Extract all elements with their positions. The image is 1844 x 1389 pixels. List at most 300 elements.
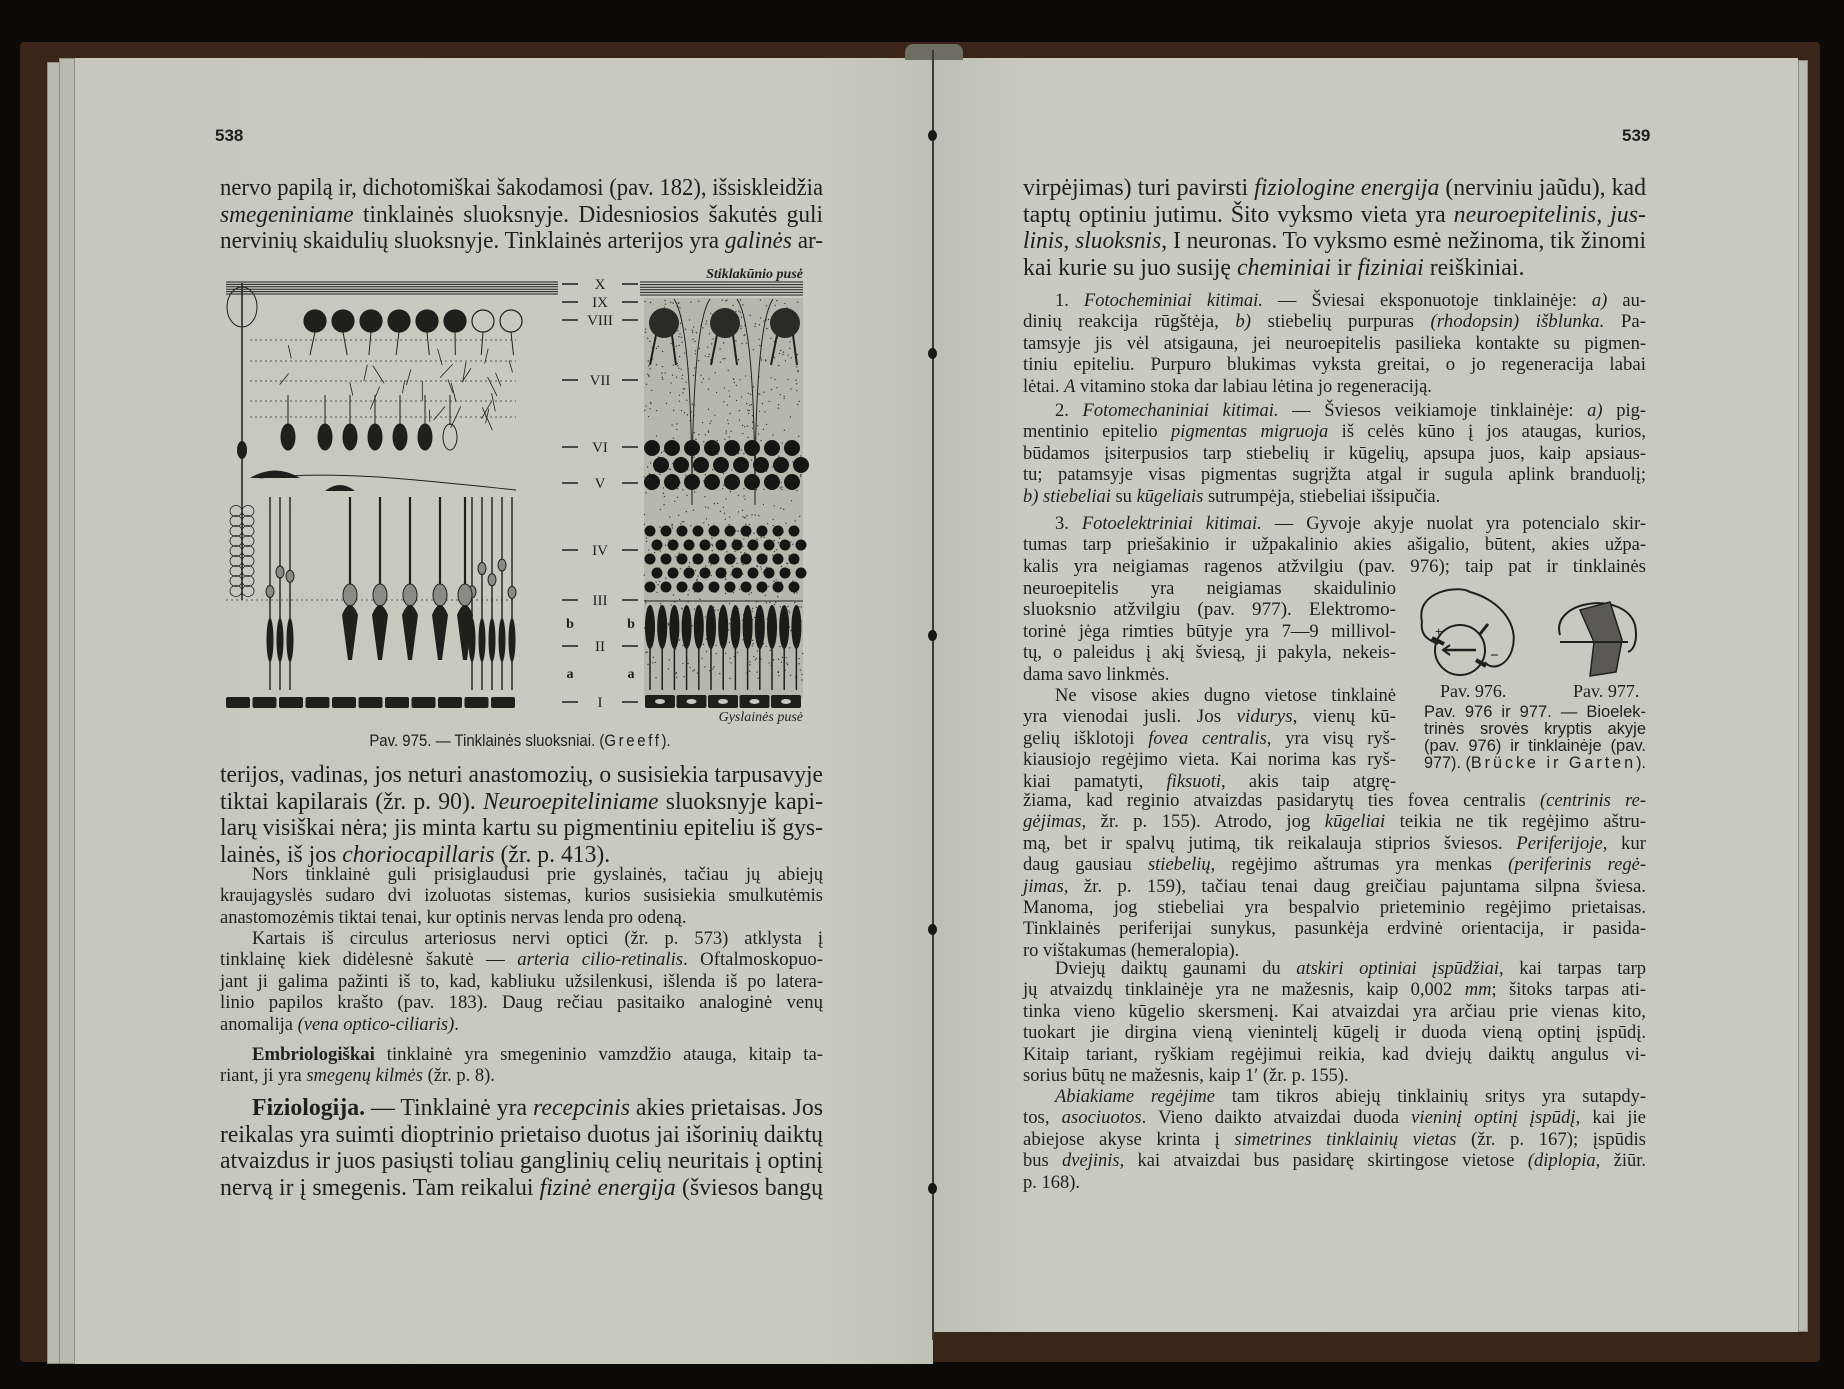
text-segment: , kai atvaizdai bus pasidarę skirtingose vietose	[1119, 1151, 1528, 1172]
stipple-dot	[712, 545, 713, 546]
minus-sign: −	[1490, 648, 1499, 664]
paragraph	[1023, 959, 1646, 1087]
stipple-dot	[749, 524, 750, 525]
italic-text: simetrines tinklainių vietas	[1234, 1129, 1457, 1150]
stipple-dot	[783, 398, 784, 399]
text-segment: tinka vieno kūgelio skersmenį. Kai atvaizdai yra arčiau prie vienas kito,	[1023, 1001, 1646, 1022]
stipple-dot	[692, 332, 693, 333]
outer-nuclear-cell	[230, 506, 242, 517]
stipple-dot	[738, 495, 739, 496]
stipple-dot	[723, 485, 724, 486]
text-segment: trinės srovės kryptis akyje	[1424, 720, 1646, 738]
stipple-dot	[794, 592, 795, 593]
stipple-dot	[668, 668, 669, 669]
stipple-dot	[720, 362, 721, 363]
pigment-epithelium-cell	[226, 697, 250, 708]
rod-outer-segment	[479, 618, 486, 662]
stipple-dot	[738, 511, 739, 512]
stipple-dot	[671, 424, 672, 425]
text-segment: , kai tarpas tarp	[1499, 959, 1646, 979]
italic-text: cheminiai	[1236, 254, 1331, 281]
page-stack-edge	[59, 58, 75, 1364]
stipple-dot	[690, 301, 691, 302]
text-segment: tinklainė yra smegeninio vamzdžio atauga, kitaip ta-	[374, 1045, 823, 1065]
stipple-dot	[772, 519, 773, 520]
stipple-dot	[679, 599, 680, 600]
stipple-dot	[783, 509, 784, 510]
stipple-dot	[754, 326, 755, 327]
paragraph	[1023, 175, 1646, 281]
stipple-dot	[761, 568, 762, 569]
italic-text: fiksuoti	[1166, 771, 1222, 792]
stipple-dot	[668, 623, 669, 624]
stipple-dot	[698, 300, 699, 301]
stipple-dot	[767, 523, 768, 524]
stipple-dot	[655, 662, 656, 663]
text-segment: Ne visose akies dugno vietose tinklainė	[1055, 686, 1396, 706]
dendrite-branch	[488, 377, 497, 396]
stipple-dot	[644, 301, 645, 302]
text-line	[1023, 175, 1646, 202]
stipple-dot	[787, 664, 788, 665]
text-line	[1023, 487, 1646, 508]
stipple-dot	[776, 387, 777, 388]
text-line	[220, 950, 823, 971]
stipple-dot	[678, 368, 679, 369]
stipple-dot	[655, 677, 656, 678]
stipple-dot	[693, 326, 694, 327]
cone-nucleus	[373, 584, 387, 606]
pigment-epithelium-cell	[385, 697, 409, 708]
stipple-dot	[795, 380, 796, 381]
stipple-dot	[644, 410, 645, 411]
stipple-dot	[729, 658, 730, 659]
stipple-dot	[763, 489, 764, 490]
stipple-dot	[669, 516, 670, 517]
binding-stitch	[928, 130, 937, 141]
rod-nucleus	[488, 574, 496, 586]
text-segment: tų, o paleidus į akį šviesą, ji pakyla, nekeis-	[1023, 643, 1396, 664]
stipple-dot	[711, 575, 712, 576]
stipple-dot	[695, 439, 696, 440]
italic-text: Fotocheminiai kitimai.	[1083, 291, 1263, 311]
stipple-dot	[693, 375, 694, 376]
stipple-dot	[672, 302, 673, 303]
retina-current-diagram	[1559, 602, 1636, 676]
stipple-dot	[694, 491, 695, 492]
stipple-dot	[679, 345, 680, 346]
stipple-dot	[744, 517, 745, 518]
stipple-dot	[649, 368, 650, 369]
inner-nuclear-cell	[753, 457, 769, 473]
dendrite-branch	[438, 349, 443, 366]
stipple-dot	[752, 643, 753, 644]
stipple-dot	[663, 504, 664, 505]
stipple-dot	[701, 658, 702, 659]
photoreceptor-inner-segment	[743, 605, 753, 649]
stipple-dot	[697, 575, 698, 576]
stipple-dot	[697, 672, 698, 673]
italic-text: gėjimas	[1023, 812, 1082, 833]
text-segment: sluoksnio atžvilgiu (pav. 977). Elektromo-	[1023, 600, 1396, 621]
text-line	[1023, 959, 1646, 980]
stipple-dot	[705, 506, 706, 507]
text-segment: kai kurie su juo susiję	[1023, 254, 1237, 281]
stipple-dot	[779, 538, 780, 539]
outer-nuclear-cell	[645, 526, 656, 537]
stipple-dot	[663, 487, 664, 488]
stipple-dot	[778, 675, 779, 676]
stipple-dot	[662, 351, 663, 352]
stipple-dot	[743, 488, 744, 489]
text-segment: , yra visų ryš-	[1266, 728, 1396, 749]
stipple-dot	[679, 307, 680, 308]
outer-nuclear-cell	[230, 516, 242, 527]
stipple-dot	[717, 503, 718, 504]
stipple-dot	[708, 378, 709, 379]
stipple-dot	[742, 516, 743, 517]
text-segment: mentinio epitelio	[1023, 422, 1172, 443]
stipple-dot	[699, 348, 700, 349]
outer-nuclear-cell	[716, 540, 727, 551]
plus-sign: +	[1435, 624, 1443, 639]
text-line	[220, 762, 823, 789]
stipple-dot	[703, 522, 704, 523]
stipple-dot	[772, 554, 773, 555]
text-line	[220, 1015, 823, 1036]
text-segment: pig-	[1602, 401, 1646, 421]
ganglion-cell	[416, 310, 438, 332]
page-number-right: 539	[1622, 126, 1651, 145]
italic-text: vieninį optinį įspūdį	[1411, 1108, 1576, 1129]
stipple-dot	[780, 487, 781, 488]
stipple-dot	[739, 589, 740, 590]
text-segment: terijos, vadinas, jos neturi anastomozių, o susisiekia tarpusavyje	[220, 762, 823, 788]
rod-nucleus	[286, 570, 294, 582]
ganglion-cell	[500, 310, 522, 332]
stipple-dot	[656, 364, 657, 365]
photoreceptor-inner-segment	[645, 605, 655, 649]
paragraph	[1023, 1087, 1646, 1194]
photoreceptor-inner-segment	[694, 605, 704, 649]
stipple-dot	[683, 676, 684, 677]
layer-label: I	[597, 695, 603, 711]
stipple-dot	[770, 650, 771, 651]
italic-text: a)	[1587, 401, 1603, 421]
stipple-dot	[774, 551, 775, 552]
stipple-dot	[772, 434, 773, 435]
stipple-dot	[760, 440, 761, 441]
retina-histology-diagram	[640, 282, 809, 708]
photoreceptor-inner-segment	[767, 605, 777, 649]
text-line	[220, 1066, 823, 1087]
ganglion-dendrite	[310, 332, 315, 355]
outer-nuclear-cell	[645, 554, 656, 565]
stipple-dot	[662, 377, 663, 378]
stipple-dot	[736, 563, 737, 564]
text-segment: kalis yra neigiamas ragenos atžvilgiu (pav. 976); taip pat ir tinklainės	[1023, 556, 1646, 577]
italic-text: Neuroepiteliniame	[483, 788, 659, 815]
italic-text: (periferinis regė-	[1508, 855, 1646, 876]
text-segment: ir	[1330, 254, 1358, 281]
stipple-dot	[705, 616, 706, 617]
stipple-dot	[766, 424, 767, 425]
dendrite-branch	[406, 370, 410, 385]
photoreceptor-inner-segment	[718, 605, 728, 649]
text-segment: taptų optiniu jutimu. Šito vyksmo vieta yra	[1023, 201, 1454, 228]
stipple-dot	[664, 306, 665, 307]
stipple-dot	[673, 594, 674, 595]
stipple-dot	[689, 319, 690, 320]
stipple-dot	[774, 540, 775, 541]
cone-body	[342, 605, 358, 660]
stipple-dot	[768, 319, 769, 320]
stipple-dot	[671, 524, 672, 525]
text-line	[1023, 600, 1396, 621]
text-line	[1023, 980, 1646, 1001]
stipple-dot	[780, 350, 781, 351]
text-segment: — Gyvoje akyje nuolat yra potencialo skir-	[1261, 514, 1646, 534]
stipple-dot	[739, 410, 740, 411]
outer-nuclear-cell	[230, 566, 242, 577]
rod-nucleus	[498, 559, 506, 571]
stipple-dot	[677, 363, 678, 364]
stipple-dot	[746, 403, 747, 404]
stipple-dot	[723, 401, 724, 402]
italic-text: vidurys	[1236, 707, 1293, 728]
stipple-dot	[740, 299, 741, 300]
outer-nuclear-cell	[677, 526, 688, 537]
stipple-dot	[743, 538, 744, 539]
text-line	[1023, 707, 1396, 728]
inner-nuclear-cell	[764, 474, 780, 490]
stipple-dot	[730, 431, 731, 432]
stipple-dot	[671, 604, 672, 605]
stipple-dot	[759, 324, 760, 325]
text-segment: sluoksnyje kapi-	[658, 788, 823, 815]
stipple-dot	[724, 439, 725, 440]
horizontal-cell	[325, 485, 355, 491]
stipple-dot	[741, 396, 742, 397]
text-line	[1023, 422, 1646, 443]
stipple-dot	[722, 488, 723, 489]
italic-text: kūgeliai	[1324, 812, 1386, 833]
inner-nuclear-cell	[724, 474, 740, 490]
stipple-dot	[760, 536, 761, 537]
stipple-dot	[771, 466, 772, 467]
text-line	[1023, 791, 1646, 812]
stipple-dot	[732, 305, 733, 306]
outer-nuclear-cell	[661, 582, 672, 593]
stipple-dot	[755, 323, 756, 324]
stipple-dot	[773, 659, 774, 660]
outer-nuclear-cell	[764, 568, 775, 579]
stipple-dot	[790, 541, 791, 542]
stipple-dot	[712, 668, 713, 669]
italic-text: b)	[1235, 312, 1252, 333]
stipple-dot	[708, 389, 709, 390]
stipple-dot	[707, 347, 708, 348]
stipple-dot	[724, 513, 725, 514]
stipple-dot	[721, 299, 722, 300]
stipple-dot	[781, 489, 782, 490]
stipple-dot	[763, 391, 764, 392]
italic-text: b) stiebeliai	[1023, 486, 1111, 507]
stipple-dot	[790, 675, 791, 676]
text-segment: Kitaip tariant, ryškiam regėjimui reikia, kad dviejų daiktų angulus vi-	[1023, 1044, 1646, 1065]
stipple-dot	[711, 343, 712, 344]
stipple-dot	[720, 511, 721, 512]
stipple-dot	[705, 565, 706, 566]
stipple-dot	[736, 385, 737, 386]
stipple-dot	[728, 423, 729, 424]
stipple-dot	[690, 525, 691, 526]
stipple-dot	[665, 372, 666, 373]
stipple-dot	[778, 456, 779, 457]
outer-nuclear-cell	[242, 506, 254, 517]
stipple-dot	[663, 493, 664, 494]
text-segment: , žr. p. 155). Atrodo, jog	[1081, 812, 1325, 833]
stipple-dot	[649, 408, 650, 409]
text-segment: tuokart jie dirgina vieną vienintelį kūgelį ir duoda vieną optinį įspūdį.	[1023, 1023, 1646, 1044]
italic-text: kūgeliais	[1136, 486, 1204, 507]
layer-label: b	[627, 617, 635, 632]
italic-text: galinės	[724, 228, 792, 254]
stipple-dot	[729, 396, 730, 397]
italic-text: fiziniai	[1357, 254, 1424, 281]
ganglion-cell	[770, 308, 800, 338]
italic-text: asociuotos	[1061, 1108, 1142, 1129]
pigment-epithelium-cell	[491, 697, 515, 708]
stipple-dot	[686, 400, 687, 401]
stipple-dot	[733, 382, 734, 383]
stipple-dot	[671, 525, 672, 526]
dendrite-branch	[434, 406, 445, 420]
dendrite-branch	[280, 373, 289, 384]
stipple-dot	[789, 647, 790, 648]
stipple-dot	[735, 558, 736, 559]
stipple-dot	[701, 382, 702, 383]
stipple-dot	[729, 603, 730, 604]
text-segment: 1.	[1055, 291, 1084, 311]
stipple-dot	[646, 537, 647, 538]
text-line	[220, 815, 823, 842]
stipple-dot	[706, 518, 707, 519]
stipple-dot	[733, 592, 734, 593]
stipple-dot	[730, 574, 731, 575]
text-segment: , žr. p. 159), tačiau tenai daug greičiau pajuntama silpna šviesa.	[1063, 876, 1646, 897]
stipple-dot	[711, 537, 712, 538]
stipple-dot	[764, 411, 765, 412]
text-segment: , I neuronas. To vyksmo esmė nežinoma, tik žinomi	[1161, 228, 1646, 254]
stipple-dot	[781, 482, 782, 483]
pigment-nucleus	[655, 699, 665, 704]
stipple-dot	[709, 333, 710, 334]
text-line	[1424, 738, 1646, 755]
rod-outer-segment	[267, 618, 274, 662]
pigment-nucleus	[781, 699, 791, 704]
stipple-dot	[659, 473, 660, 474]
outer-nuclear-cell	[725, 554, 736, 565]
stipple-dot	[665, 544, 666, 545]
italic-text: (rhodopsin) išblunka.	[1430, 312, 1605, 333]
stipple-dot	[797, 370, 798, 371]
rod-outer-segment	[277, 618, 284, 662]
layer-label: X	[594, 277, 606, 293]
outer-nuclear-cell	[741, 582, 752, 593]
stipple-dot	[778, 671, 779, 672]
stipple-dot	[768, 586, 769, 587]
stipple-dot	[789, 612, 790, 613]
text-segment: Manoma, jog stiebeliai yra bespalvio prieteminio regėjimo prietaisas.	[1023, 898, 1646, 919]
stipple-dot	[742, 433, 743, 434]
binding-stitch	[928, 348, 937, 359]
outer-nuclear-cell	[757, 582, 768, 593]
stipple-dot	[790, 416, 791, 417]
stipple-dot	[647, 651, 648, 652]
italic-text: (diplopia	[1527, 1151, 1596, 1172]
stipple-dot	[740, 552, 741, 553]
text-line	[1023, 686, 1396, 707]
text-line	[220, 789, 823, 816]
text-line	[1023, 334, 1646, 355]
stipple-dot	[647, 374, 648, 375]
rod-outer-segment	[489, 618, 496, 662]
stipple-dot	[745, 523, 746, 524]
stipple-dot	[785, 523, 786, 524]
stipple-dot	[645, 602, 646, 603]
paragraph	[220, 1045, 823, 1088]
layer-label: b	[566, 617, 574, 632]
inner-nuclear-cell	[684, 474, 700, 490]
stipple-dot	[740, 326, 741, 327]
outer-nuclear-cell	[230, 586, 242, 597]
stipple-dot	[648, 416, 649, 417]
stipple-dot	[800, 476, 801, 477]
ganglion-cell	[360, 310, 382, 332]
stipple-dot	[739, 379, 740, 380]
stipple-dot	[775, 579, 776, 580]
caption-text: Pav. 975. — Tinklainės sluoksniai. (	[369, 731, 605, 750]
dendrite-branch	[462, 368, 471, 382]
stipple-dot	[709, 670, 710, 671]
stipple-dot	[708, 430, 709, 431]
text-line	[220, 1122, 823, 1149]
outer-nuclear-cell	[693, 526, 704, 537]
italic-text: a)	[1591, 291, 1608, 311]
ganglion-dendrite	[396, 332, 399, 355]
outer-nuclear-cell	[716, 568, 727, 579]
outer-nuclear-cell	[725, 582, 736, 593]
stipple-dot	[660, 550, 661, 551]
text-line	[1023, 535, 1646, 556]
stipple-dot	[644, 574, 645, 575]
stipple-dot	[787, 606, 788, 607]
text-line	[220, 865, 823, 886]
stipple-dot	[672, 375, 673, 376]
stipple-dot	[678, 515, 679, 516]
text-segment: nervinių skaidulių sluoksnyje. Tinklainės arterijos yra	[220, 228, 725, 254]
stipple-dot	[715, 372, 716, 373]
text-line	[1023, 557, 1646, 578]
photoreceptor-inner-segment	[682, 605, 692, 649]
stipple-dot	[758, 515, 759, 516]
bold-text: Fiziologija.	[252, 1095, 366, 1121]
photoreceptor-inner-segment	[779, 605, 789, 649]
text-segment: bus	[1023, 1151, 1063, 1172]
caption-end: ).	[661, 731, 671, 750]
stipple-dot	[712, 338, 713, 339]
